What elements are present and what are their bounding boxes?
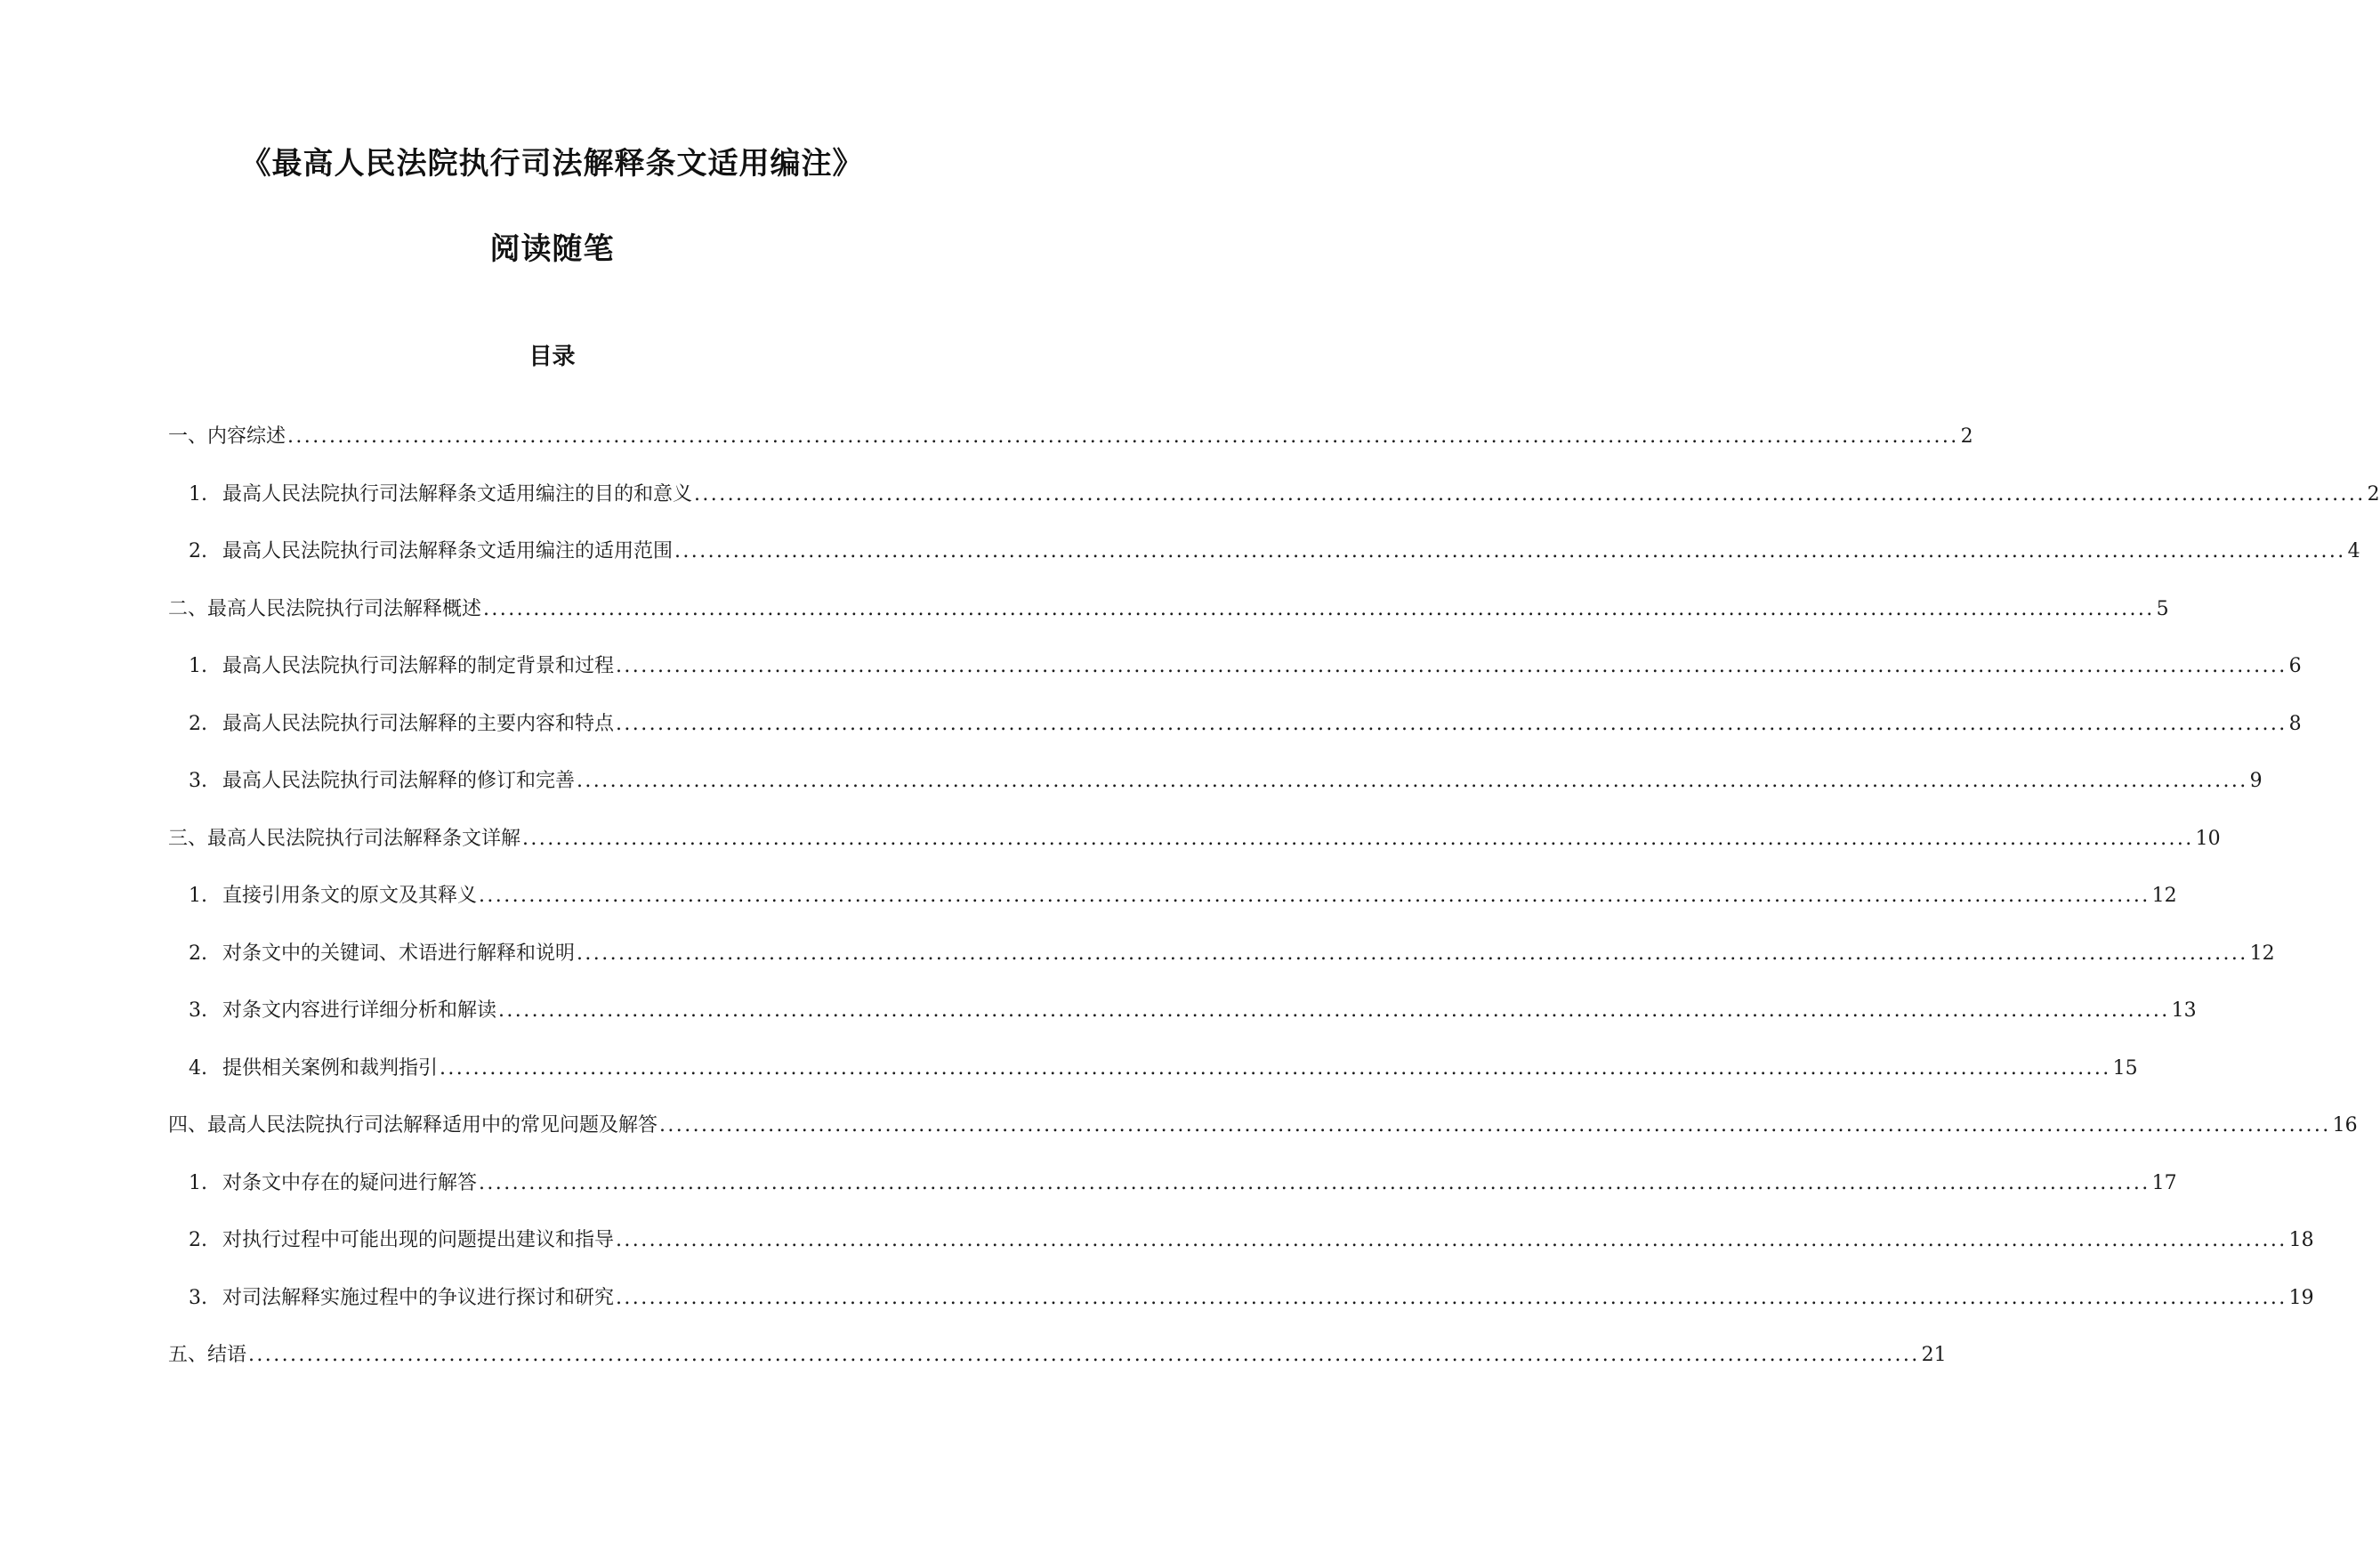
- toc-entry-number: 2.: [189, 942, 207, 965]
- toc-entry[interactable]: [189, 538, 2360, 565]
- toc-entry-page-number: 2: [1960, 425, 1973, 448]
- toc-entry-page-number: 2: [2367, 483, 2380, 506]
- toc-entry-label: 四、最高人民法院执行司法解释适用中的常见问题及解答: [168, 1114, 658, 1136]
- toc-entry[interactable]: [189, 941, 2275, 967]
- toc-entry-page-number: 12: [2249, 942, 2275, 965]
- toc-leader-dots: ........................................................................................................................................................................................................: [694, 483, 2366, 506]
- toc-entry-page-number: 4: [2347, 540, 2360, 562]
- toc-entry-label: 最高人民法院执行司法解释的主要内容和特点: [222, 713, 615, 735]
- toc-entry-page-number: 17: [2151, 1172, 2177, 1194]
- toc-entry-number: 4.: [189, 1057, 207, 1080]
- toc-leader-dots: ........................................................................................................................................................................................................: [616, 1229, 2287, 1251]
- toc-entry[interactable]: [168, 1112, 2358, 1139]
- toc-entry[interactable]: [168, 1342, 1947, 1369]
- toc-entry-label: 最高人民法院执行司法解释条文适用编注的目的和意义: [222, 483, 693, 506]
- toc-entry-page-number: 19: [2288, 1287, 2314, 1309]
- toc-leader-dots: ........................................................................................................................................................................................................: [659, 1114, 2331, 1136]
- toc-leader-dots: ........................................................................................................................................................................................................: [248, 1344, 1920, 1366]
- toc-entry[interactable]: [189, 1055, 2138, 1082]
- toc-entry-page-number: 10: [2195, 828, 2221, 850]
- toc-leader-dots: ........................................................................................................................................................................................................: [577, 942, 2248, 965]
- toc-entry-number: 2.: [189, 540, 207, 562]
- toc-entry-page-number: 16: [2332, 1114, 2358, 1136]
- toc-entry[interactable]: [189, 1227, 2314, 1254]
- toc-entry-number: 1.: [189, 483, 207, 506]
- toc-entry[interactable]: [189, 481, 2380, 508]
- toc-entry-label: 对执行过程中可能出现的问题提出建议和指导: [222, 1229, 615, 1251]
- toc-entry-number: 1.: [189, 1172, 207, 1194]
- toc-entry-label: 三、最高人民法院执行司法解释条文详解: [168, 828, 521, 850]
- toc-entry-label: 二、最高人民法院执行司法解释概述: [168, 598, 482, 620]
- toc-entry-page-number: 15: [2112, 1057, 2138, 1080]
- toc-leader-dots: ........................................................................................................................................................................................................: [498, 999, 2170, 1022]
- toc-entry-label: 对司法解释实施过程中的争议进行探讨和研究: [222, 1287, 615, 1309]
- toc-leader-dots: ........................................................................................................................................................................................................: [577, 770, 2248, 792]
- toc-entry-page-number: 6: [2288, 655, 2302, 677]
- toc-entry-number: 1.: [189, 885, 207, 907]
- toc-entry[interactable]: [168, 596, 2169, 623]
- toc-entry-number: 1.: [189, 655, 207, 677]
- toc-entry-label: 对条文中的关键词、术语进行解释和说明: [222, 942, 576, 965]
- toc-entry-label: 一、内容综述: [168, 425, 286, 448]
- toc-entry[interactable]: [189, 883, 2177, 910]
- toc-entry[interactable]: [189, 711, 2302, 738]
- toc-leader-dots: ........................................................................................................................................................................................................: [616, 655, 2287, 677]
- toc-heading: 目录: [528, 344, 576, 370]
- toc-leader-dots: ........................................................................................................................................................................................................: [479, 885, 2150, 907]
- toc-entry-label: 提供相关案例和裁判指引: [222, 1057, 439, 1080]
- toc-leader-dots: ........................................................................................................................................................................................................: [287, 425, 1959, 448]
- toc-entry-page-number: 21: [1921, 1344, 1947, 1366]
- toc-entry-label: 最高人民法院执行司法解释的制定背景和过程: [222, 655, 615, 677]
- toc-entry-label: 直接引用条文的原文及其释义: [222, 885, 478, 907]
- toc-entry[interactable]: [189, 1285, 2314, 1312]
- document-title: 《最高人民法院执行司法解释条文适用编注》: [240, 146, 864, 182]
- toc-entry-number: 3.: [189, 770, 207, 792]
- toc-entry-label: 最高人民法院执行司法解释条文适用编注的适用范围: [222, 540, 674, 562]
- toc-leader-dots: ........................................................................................................................................................................................................: [616, 713, 2287, 735]
- toc-leader-dots: ........................................................................................................................................................................................................: [483, 598, 2155, 620]
- toc-entry[interactable]: [189, 1170, 2177, 1197]
- toc-entry-number: 3.: [189, 999, 207, 1022]
- toc-entry-label: 五、结语: [168, 1344, 247, 1366]
- toc-entry-page-number: 9: [2249, 770, 2263, 792]
- toc-entry-label: 对条文中存在的疑问进行解答: [222, 1172, 478, 1194]
- toc-entry-page-number: 5: [2156, 598, 2169, 620]
- toc-entry-page-number: 8: [2288, 713, 2302, 735]
- toc-entry-page-number: 18: [2288, 1229, 2314, 1251]
- toc-entry-label: 最高人民法院执行司法解释的修订和完善: [222, 770, 576, 792]
- toc-entry[interactable]: [189, 998, 2197, 1024]
- toc-leader-dots: ........................................................................................................................................................................................................: [440, 1057, 2111, 1080]
- toc-entry[interactable]: [168, 424, 1973, 450]
- toc-entry[interactable]: [189, 768, 2263, 795]
- toc-leader-dots: ........................................................................................................................................................................................................: [674, 540, 2346, 562]
- toc-entry-page-number: 12: [2151, 885, 2177, 907]
- toc-entry-page-number: 13: [2171, 999, 2197, 1022]
- toc-entry-number: 2.: [189, 1229, 207, 1251]
- toc-leader-dots: ........................................................................................................................................................................................................: [479, 1172, 2150, 1194]
- toc-leader-dots: ........................................................................................................................................................................................................: [522, 828, 2194, 850]
- toc-entry-number: 3.: [189, 1287, 207, 1309]
- document-subtitle: 阅读随笔: [489, 231, 615, 267]
- toc-entry-label: 对条文内容进行详细分析和解读: [222, 999, 497, 1022]
- toc-entry-number: 2.: [189, 713, 207, 735]
- toc-entry[interactable]: [168, 826, 2221, 853]
- toc-leader-dots: ........................................................................................................................................................................................................: [616, 1287, 2287, 1309]
- toc-entry[interactable]: [189, 653, 2302, 680]
